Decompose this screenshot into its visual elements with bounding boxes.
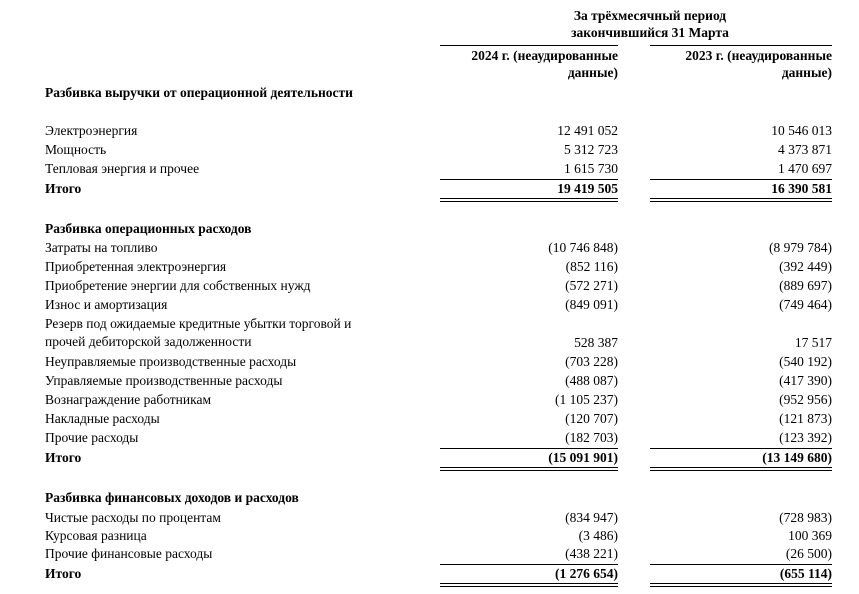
row-label (45, 315, 435, 351)
row-label-line-2: прочей дебиторской задолженности (45, 334, 252, 349)
value-2023: (417 390) (779, 373, 832, 388)
table-row (0, 509, 859, 527)
table-row (0, 258, 859, 276)
table-row (0, 545, 859, 563)
value-2024: (572 271) (565, 278, 618, 293)
row-label: Вознаграждение работникам (45, 392, 212, 407)
value-2024: (438 221) (565, 546, 618, 561)
value-2024: (182 703) (565, 430, 618, 445)
column-header-2023 (650, 45, 832, 81)
row-label: Приобретение энергии для собственных нужд (45, 278, 311, 293)
col-2024-line-1: 2024 г. (неаудированные (471, 48, 618, 63)
value-2023: (26 500) (785, 546, 832, 561)
value-2023: (540 192) (779, 354, 832, 369)
value-2024: (1 105 237) (555, 392, 618, 407)
period-header (470, 7, 830, 41)
total-double-rule (650, 583, 832, 587)
section-title: Разбивка операционных расходов (45, 221, 252, 236)
value-2023: (889 697) (779, 278, 832, 293)
value-2024: 5 312 723 (564, 142, 618, 157)
total-label: Итого (45, 450, 82, 465)
total-label: Итого (45, 566, 82, 581)
total-double-rule (440, 198, 618, 202)
total-label: Итого (45, 181, 82, 196)
value-2023: (392 449) (779, 259, 832, 274)
row-label: Прочие финансовые расходы (45, 546, 213, 561)
row-label: Накладные расходы (45, 411, 160, 426)
value-2023: 17 517 (794, 335, 832, 350)
section-title-revenue (0, 84, 859, 102)
total-2024: (15 091 901) (548, 450, 618, 465)
table-row (0, 122, 859, 140)
value-2023: 100 369 (788, 528, 832, 543)
col-2024-line-2: данные) (567, 65, 618, 80)
total-2023: (13 149 680) (762, 450, 832, 465)
value-2024: (488 087) (565, 373, 618, 388)
column-header-2024 (440, 45, 618, 81)
section-title: Разбивка финансовых доходов и расходов (45, 490, 299, 505)
row-label: Прочие расходы (45, 430, 139, 445)
table-row (0, 353, 859, 371)
value-2023: (8 979 784) (769, 240, 832, 255)
value-2024: (834 947) (565, 510, 618, 525)
value-2024: 12 491 052 (557, 123, 618, 138)
total-2024: 19 419 505 (557, 181, 618, 196)
table-row (0, 372, 859, 390)
row-label: Электроэнергия (45, 123, 138, 138)
row-label: Затраты на топливо (45, 240, 158, 255)
value-2024: (10 746 848) (548, 240, 618, 255)
value-2023: 1 470 697 (778, 161, 832, 176)
row-label: Неуправляемые производственные расходы (45, 354, 297, 369)
table-row (0, 391, 859, 409)
period-line-2: закончившийся 31 Марта (571, 25, 729, 40)
total-2024: (1 276 654) (555, 566, 618, 581)
row-label: Приобретенная электроэнергия (45, 259, 227, 274)
row-label-line-1: Резерв под ожидаемые кредитные убытки торговой и (45, 316, 352, 331)
table-row (0, 296, 859, 314)
table-row (0, 160, 859, 178)
total-row (0, 449, 859, 467)
section-title-finance (0, 489, 859, 507)
total-2023: 16 390 581 (771, 181, 832, 196)
value-2024: 528 387 (574, 335, 618, 350)
total-double-rule (440, 583, 618, 587)
value-2023: (749 464) (779, 297, 832, 312)
total-2023: (655 114) (779, 566, 832, 581)
value-2024: (849 091) (565, 297, 618, 312)
row-label: Износ и амортизация (45, 297, 168, 312)
row-label: Курсовая разница (45, 528, 147, 543)
section-title: Разбивка выручки от операционной деятельности (45, 85, 353, 100)
table-row (0, 239, 859, 257)
value-2023: (123 392) (779, 430, 832, 445)
value-2024: (120 707) (565, 411, 618, 426)
value-2024: (852 116) (565, 259, 618, 274)
value-2024: (3 486) (578, 528, 618, 543)
value-2024: (703 228) (565, 354, 618, 369)
value-2023: 10 546 013 (771, 123, 832, 138)
table-row (0, 429, 859, 447)
value-2024: 1 615 730 (564, 161, 618, 176)
row-label: Чистые расходы по процентам (45, 510, 221, 525)
value-2023: (952 956) (779, 392, 832, 407)
col-2023-line-2: данные) (781, 65, 832, 80)
value-2023: (121 873) (779, 411, 832, 426)
value-2023: 4 373 871 (778, 142, 832, 157)
row-label: Мощность (45, 142, 107, 157)
table-row (0, 410, 859, 428)
total-double-rule (650, 467, 832, 471)
table-row (0, 315, 859, 352)
row-label: Тепловая энергия и прочее (45, 161, 200, 176)
section-title-opex (0, 220, 859, 238)
total-double-rule (650, 198, 832, 202)
table-row (0, 277, 859, 295)
total-row (0, 565, 859, 583)
value-2023: (728 983) (779, 510, 832, 525)
table-row (0, 141, 859, 159)
period-line-1: За трёхмесячный период (573, 8, 727, 23)
total-row (0, 180, 859, 198)
row-label: Управляемые производственные расходы (45, 373, 283, 388)
total-double-rule (440, 467, 618, 471)
table-row (0, 527, 859, 545)
col-2023-line-1: 2023 г. (неаудированные (685, 48, 832, 63)
